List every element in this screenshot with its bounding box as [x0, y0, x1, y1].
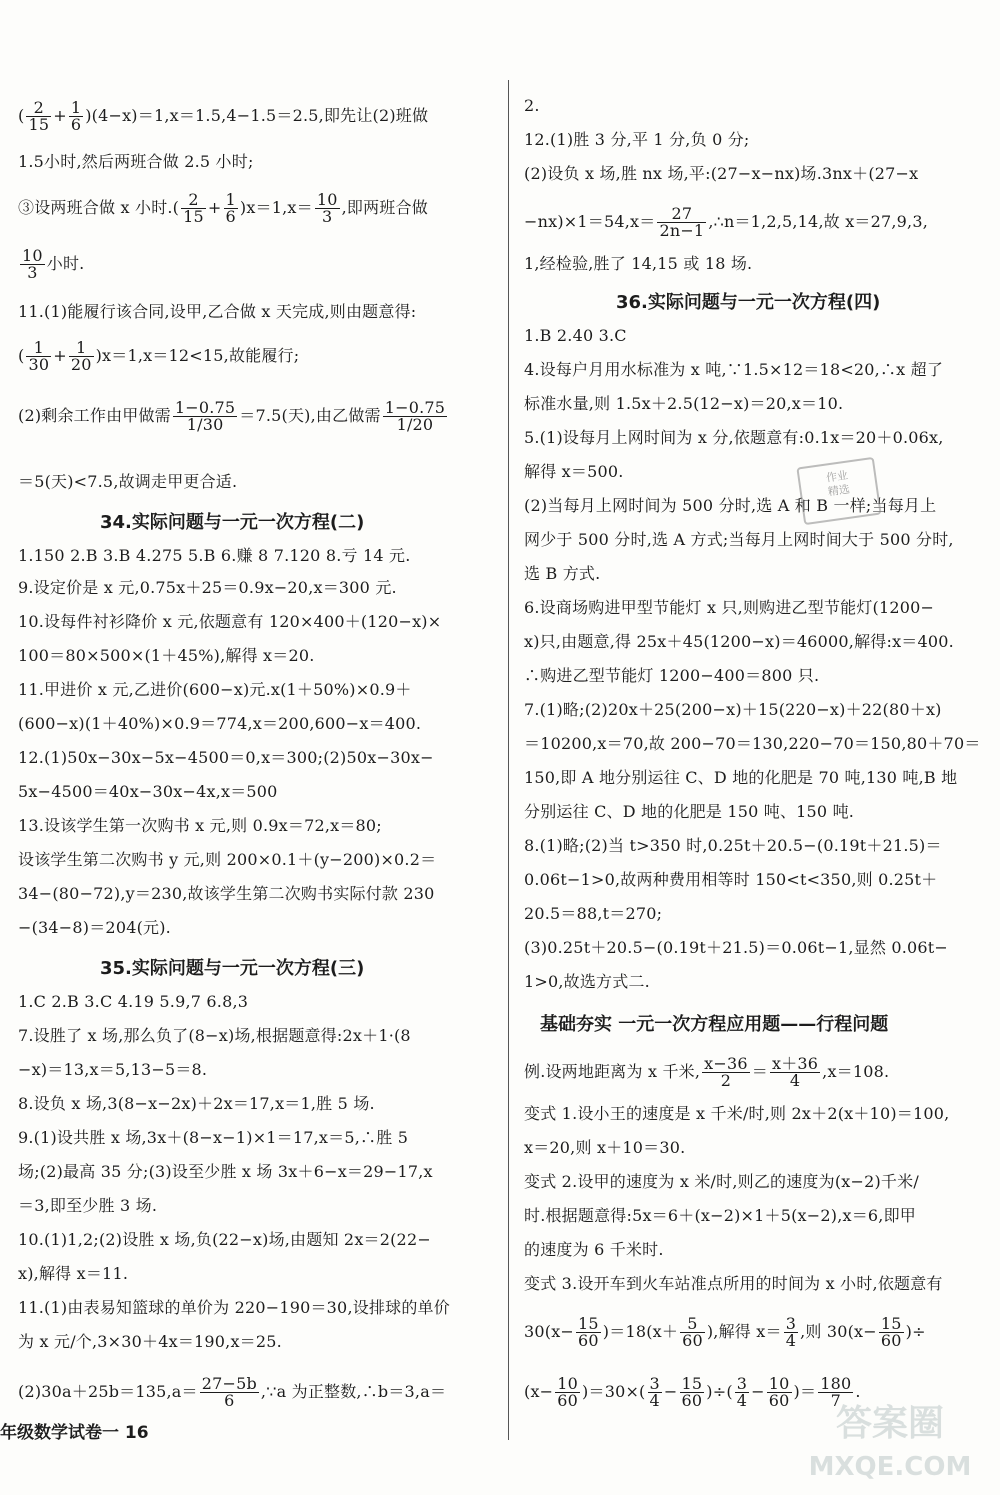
- answer-line: ( $\frac{2}{15}$ + $\frac{1}{6}$ )(4−x)＝1,x＝1.5,4−1.5＝2.5,即先让(2)班做: [18, 98, 429, 134]
- answer-line: $\frac{10}{3}$ 小时.: [22, 246, 85, 282]
- answer-line: 10.设每件衬衫降价 x 元,依题意有 120×400＋(120−x)×: [18, 612, 442, 631]
- answer-line: (x− $\frac{10}{60}$ )＝30×( $\frac{3}{4}$ − $\frac{15}{60}$ )÷( $\frac{3}{4}$ − $\frac{10}{60}$ )＝ $\frac{180}{7}$ .: [524, 1374, 861, 1410]
- answer-line: 34−(80−72),y＝230,故该学生第二次购书实际付款 230: [18, 884, 435, 903]
- svg-text:MXQE.COM: MXQE.COM: [808, 1452, 972, 1482]
- answer-line: −(34−8)＝204(元).: [18, 918, 171, 937]
- answer-line: 1,经检验,胜了 14,15 或 18 场.: [524, 254, 753, 273]
- section-heading: 基础夯实 一元一次方程应用题——行程问题: [540, 1014, 889, 1035]
- section-heading: 35.实际问题与一元一次方程(三): [100, 958, 365, 979]
- answer-line: 11.(1)能履行该合同,设甲,乙合做 x 天完成,则由题意得:: [18, 302, 417, 321]
- answer-line: 30(x− $\frac{15}{60}$ )＝18(x＋ $\frac{5}{60}$ ),解得 x＝ $\frac{3}{4}$ ,则 30(x− $\frac{15}{60}$ )÷: [524, 1314, 926, 1350]
- watermark-logo: [790, 1395, 990, 1490]
- answer-line: 12.(1)胜 3 分,平 1 分,负 0 分;: [524, 130, 750, 149]
- answer-line: 1.5小时,然后两班合做 2.5 小时;: [18, 152, 254, 171]
- answer-line: (2)当每月上网时间为 500 分时,选 A 和 B 一样;当每月上: [524, 496, 937, 515]
- answer-line: 1.B 2.40 3.C: [524, 326, 627, 345]
- answer-line: 150,即 A 地分别运往 C、D 地的化肥是 70 吨,130 吨,B 地: [524, 768, 958, 787]
- answer-line: (2)30a＋25b＝135,a＝ $\frac{27-5b}{6}$ ,∵a 为正整数,∴b＝3,a＝: [18, 1374, 447, 1410]
- answer-line: 解得 x＝500.: [524, 462, 624, 481]
- answer-line: (3)0.25t＋20.5−(0.19t＋21.5)＝0.06t−1,显然 0.06t−: [524, 938, 948, 957]
- answer-line: 5.(1)设每月上网时间为 x 分,依题意有:0.1x＝20＋0.06x,: [524, 428, 944, 447]
- answer-line: 7.设胜了 x 场,那么负了(8−x)场,根据题意得:2x＋1·(8: [18, 1026, 411, 1045]
- svg-text:答案圈: 答案圈: [835, 1403, 945, 1444]
- answer-line: 标准水量,则 1.5x＋2.5(12−x)＝20,x＝10.: [524, 394, 844, 413]
- answer-line: 1>0,故选方式二.: [524, 972, 650, 991]
- seal-stamp: 作业 精选: [796, 457, 881, 525]
- answer-line: x),解得 x＝11.: [18, 1264, 129, 1283]
- answer-line: 变式 3.设开车到火车站准点所用的时间为 x 小时,依题意有: [524, 1274, 943, 1293]
- answer-line: 2.: [524, 96, 540, 115]
- answer-line: (2)设负 x 场,胜 nx 场,平:(27−x−nx)场.3nx＋(27−x: [524, 164, 919, 183]
- answer-line: 设该学生第二次购书 y 元,则 200×0.1＋(y−200)×0.2＝: [18, 850, 437, 869]
- answer-line: 的速度为 6 千米时.: [524, 1240, 664, 1259]
- answer-line: −x)＝13,x＝5,13−5＝8.: [18, 1060, 208, 1079]
- answer-line: 6.设商场购进甲型节能灯 x 只,则购进乙型节能灯(1200−: [524, 598, 935, 617]
- section-heading: 36.实际问题与一元一次方程(四): [616, 292, 881, 313]
- answer-line: (600−x)(1＋40%)×0.9＝774,x＝200,600−x＝400.: [18, 714, 422, 733]
- answer-line: ( $\frac{1}{30}$ + $\frac{1}{20}$ )x＝1,x＝12<15,故能履行;: [18, 338, 300, 374]
- column-divider: [508, 80, 509, 1440]
- answer-line: 20.5＝88,t＝270;: [524, 904, 663, 923]
- answer-line: 场;(2)最高 35 分;(3)设至少胜 x 场 3x＋6−x＝29−17,x: [18, 1162, 433, 1181]
- answer-line: 网少于 500 分时,选 A 方式;当每月上网时间大于 500 分时,: [524, 530, 954, 549]
- answer-line: −nx)×1＝54,x＝ $\frac{27}{2n-1}$ ,∴n＝1,2,5,14,故 x＝27,9,3,: [524, 204, 929, 240]
- answer-line: 10.(1)1,2;(2)设胜 x 场,负(22−x)场,由题知 2x＝2(22−: [18, 1230, 431, 1249]
- answer-line: 100＝80×500×(1＋45%),解得 x＝20.: [18, 646, 315, 665]
- answer-line: ③设两班合做 x 小时.( $\frac{2}{15}$ + $\frac{1}{6}$ )x＝1,x＝ $\frac{10}{3}$ ,即两班合做: [18, 190, 428, 226]
- answer-line: 9.(1)设共胜 x 场,3x＋(8−x−1)×1＝17,x＝5,∴胜 5: [18, 1128, 409, 1147]
- answer-line: 为 x 元/个,3×30＋4x＝190,x＝25.: [18, 1332, 282, 1351]
- answer-line: ＝10200,x＝70,故 200−70＝130,220−70＝150,80＋70＝: [524, 734, 981, 753]
- page-footer: 年级数学试卷一 16: [0, 1423, 149, 1443]
- answer-line: 时.根据题意得:5x＝6＋(x−2)×1＋5(x−2),x＝6,即甲: [524, 1206, 916, 1225]
- answer-line: 例.设两地距离为 x 千米, $\frac{x-36}{2}$ ＝ $\frac{x+36}{4}$ ,x＝108.: [524, 1054, 890, 1090]
- answer-line: 1.150 2.B 3.B 4.275 5.B 6.赚 8 7.120 8.亏 14 元.: [18, 546, 411, 565]
- answer-line: 11.(1)由表易知篮球的单价为 220−190＝30,设排球的单价: [18, 1298, 450, 1317]
- answer-line: ∴购进乙型节能灯 1200−400＝800 只.: [524, 666, 820, 685]
- answer-line: x)只,由题意,得 25x＋45(1200−x)＝46000,解得:x＝400.: [524, 632, 954, 651]
- answer-line: 变式 2.设甲的速度为 x 米/时,则乙的速度为(x−2)千米/: [524, 1172, 919, 1191]
- section-heading: 34.实际问题与一元一次方程(二): [100, 512, 365, 533]
- answer-line: 分别运往 C、D 地的化肥是 150 吨、150 吨.: [524, 802, 855, 821]
- answer-line: ＝3,即至少胜 3 场.: [18, 1196, 158, 1215]
- answer-line: 选 B 方式.: [524, 564, 601, 583]
- answer-line: 5x−4500＝40x−30x−4x,x＝500: [18, 782, 278, 801]
- answer-line: 4.设每户月用水标准为 x 吨,∵1.5×12＝18<20,∴x 超了: [524, 360, 944, 379]
- answer-line: 变式 1.设小王的速度是 x 千米/时,则 2x＋2(x＋10)＝100,: [524, 1104, 950, 1123]
- answer-line: 11.甲进价 x 元,乙进价(600−x)元.x(1＋50%)×0.9＋: [18, 680, 412, 699]
- answer-line: 7.(1)略;(2)20x＋25(200−x)＋15(220−x)＋22(80＋x): [524, 700, 942, 719]
- answer-line: 9.设定价是 x 元,0.75x＋25＝0.9x−20,x＝300 元.: [18, 578, 397, 597]
- answer-line: 13.设该学生第一次购书 x 元,则 0.9x＝72,x＝80;: [18, 816, 382, 835]
- answer-line: 8.设负 x 场,3(8−x−2x)＋2x＝17,x＝1,胜 5 场.: [18, 1094, 375, 1113]
- answer-line: ＝5(天)<7.5,故调走甲更合适.: [18, 472, 238, 491]
- answer-line: 0.06t−1>0,故两种费用相等时 150<t<350,则 0.25t＋: [524, 870, 938, 889]
- answer-line: 1.C 2.B 3.C 4.19 5.9,7 6.8,3: [18, 992, 249, 1011]
- answer-line: x＝20,则 x＋10＝30.: [524, 1138, 686, 1157]
- answer-line: (2)剩余工作由甲做需 $\frac{1-0.75}{1/30}$ ＝7.5(天),由乙做需 $\frac{1-0.75}{1/20}$: [18, 398, 446, 434]
- answer-line: 8.(1)略;(2)当 t>350 时,0.25t＋20.5−(0.19t＋21.5)＝: [524, 836, 942, 855]
- answer-line: 12.(1)50x−30x−5x−4500＝0,x＝300;(2)50x−30x−: [18, 748, 434, 767]
